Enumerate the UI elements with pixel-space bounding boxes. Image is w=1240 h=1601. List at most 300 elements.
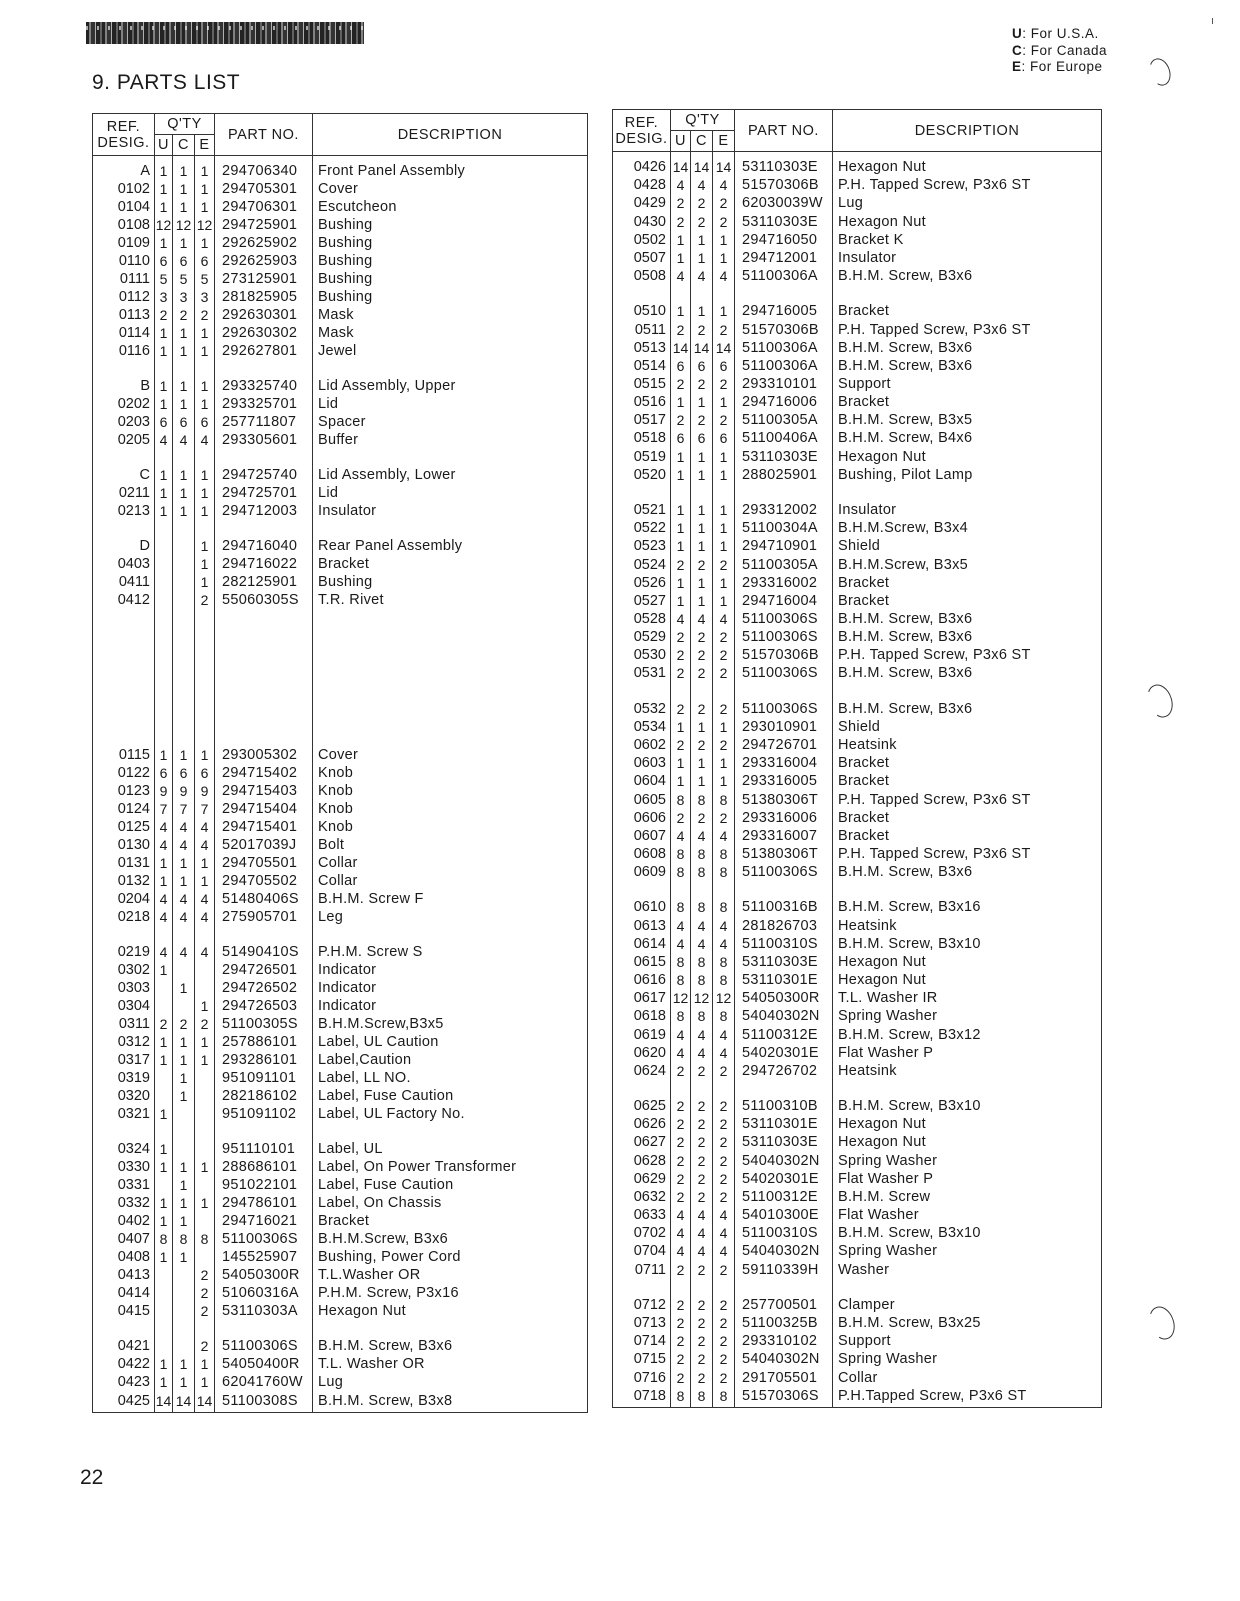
qty-u-cell [155,573,173,591]
ref-desig-cell: 0530 [613,646,671,664]
description-cell [833,484,1102,501]
qty-u-cell: 1 [671,772,691,790]
legend-item: E: For Europe [1012,59,1103,74]
description-cell: Indicator [313,979,588,997]
qty-c-cell: 1 [173,156,195,181]
qty-c-cell: 2 [691,1350,713,1368]
ref-desig-cell: 0311 [93,1015,155,1033]
part-no-cell: 54050300R [215,1266,313,1284]
part-no-cell: 51380306T [735,790,833,808]
qty-u-cell: 1 [155,746,173,764]
qty-c-cell: 12 [173,216,195,234]
table-row [613,574,1102,592]
part-no-cell: 294715401 [215,818,313,836]
table-row [93,800,588,818]
part-no-cell [215,660,313,677]
description-cell: Label, UL Caution [313,1033,588,1051]
qty-e-cell [713,683,735,700]
qty-e-cell: 1 [713,302,735,320]
part-no-cell: 273125901 [215,270,313,288]
qty-e-cell: 1 [713,772,735,790]
qty-c-cell: 4 [173,431,195,449]
qty-u-cell: 4 [155,836,173,854]
parts-table-right [612,109,1102,1408]
part-no-cell: 294716006 [735,393,833,411]
qty-c-cell [173,712,195,729]
part-no-cell: 291705501 [735,1368,833,1386]
part-no-cell: 292630301 [215,306,313,324]
part-no-cell: 294716022 [215,555,313,573]
description-cell: Heatsink [833,1062,1102,1080]
qty-u-cell: 4 [671,1224,691,1242]
qty-u-cell: 2 [671,664,691,682]
ref-desig-cell: D [93,537,155,555]
ref-desig-cell [93,1320,155,1337]
part-no-cell [735,1080,833,1097]
description-cell: Lug [313,1373,588,1391]
ref-desig-cell: 0132 [93,872,155,890]
ref-desig-cell: 0204 [93,890,155,908]
ref-desig-cell: 0320 [93,1087,155,1105]
qty-e-cell: 2 [713,628,735,646]
qty-c-cell: 4 [173,890,195,908]
qty-u-cell: 1 [671,393,691,411]
qty-u-cell: 6 [155,764,173,782]
part-no-cell [215,360,313,377]
description-cell: B.H.M. Screw [833,1188,1102,1206]
ref-desig-cell: 0718 [613,1387,671,1408]
table-row [93,270,588,288]
qty-u-cell: 2 [671,1152,691,1170]
table-spacer-row [93,1123,588,1140]
table-spacer-row [93,360,588,377]
ref-desig-cell: 0130 [93,836,155,854]
qty-e-cell [195,1320,215,1337]
ref-desig-cell: 0319 [93,1069,155,1087]
qty-u-cell: 2 [671,1296,691,1314]
qty-c-cell [173,677,195,694]
part-no-cell [215,677,313,694]
qty-e-header: E [195,135,215,156]
qty-c-cell: 2 [691,1314,713,1332]
description-cell: Front Panel Assembly [313,156,588,181]
qty-e-cell: 4 [195,431,215,449]
qty-u-cell: 4 [671,176,691,194]
qty-e-cell: 1 [195,502,215,520]
ref-desig-cell: 0219 [93,943,155,961]
part-no-cell: 294726503 [215,997,313,1015]
qty-c-cell [173,1320,195,1337]
part-no-header: PART NO. [215,114,313,156]
ref-desig-cell: 0211 [93,484,155,502]
table-row [93,342,588,360]
description-cell: Bracket [833,574,1102,592]
qty-e-cell: 2 [713,1368,735,1386]
part-no-cell [215,626,313,643]
part-no-cell: 54050400R [215,1355,313,1373]
table-spacer-row [93,643,588,660]
table-row [93,1087,588,1105]
qty-u-cell [155,1302,173,1320]
qty-u-cell: 6 [155,413,173,431]
table-row [93,1105,588,1123]
table-spacer-row [93,626,588,643]
ref-desig-cell: 0430 [613,213,671,231]
ref-desig-cell: 0526 [613,574,671,592]
description-cell: Spring Washer [833,1242,1102,1260]
description-cell: Knob [313,818,588,836]
part-no-cell [215,520,313,537]
part-no-cell: 51100406A [735,429,833,447]
ref-desig-cell: 0102 [93,180,155,198]
part-no-cell: 53110301E [735,1115,833,1133]
qty-e-cell: 2 [195,1266,215,1284]
description-cell: Bracket [833,302,1102,320]
qty-e-cell: 8 [713,790,735,808]
ref-desig-cell [613,1080,671,1097]
qty-e-cell: 4 [195,908,215,926]
part-no-cell: 292625902 [215,234,313,252]
qty-u-cell [155,1123,173,1140]
part-no-cell: 51100306S [735,700,833,718]
table-spacer-row [613,484,1102,501]
part-no-cell: 294716021 [215,1212,313,1230]
part-no-cell: 257700501 [735,1296,833,1314]
table-row [613,176,1102,194]
qty-c-cell [173,573,195,591]
description-cell: Bushing [313,573,588,591]
description-cell: B.H.M. Screw, B3x8 [313,1391,588,1412]
qty-c-cell: 1 [173,1051,195,1069]
ref-desig-cell [93,626,155,643]
qty-e-cell: 1 [195,1355,215,1373]
qty-u-cell: 8 [671,1387,691,1408]
description-cell: Label,Caution [313,1051,588,1069]
part-no-cell [735,285,833,302]
qty-c-cell: 1 [691,718,713,736]
table-row [613,375,1102,393]
qty-e-cell [195,1105,215,1123]
qty-c-cell: 8 [691,790,713,808]
part-no-cell: 51060316A [215,1284,313,1302]
description-cell: B.H.M. Screw, B3x6 [833,610,1102,628]
qty-u-cell: 4 [671,267,691,285]
qty-u-cell [155,591,173,609]
part-no-cell: 288025901 [735,466,833,484]
table-row [613,448,1102,466]
description-cell: Bushing, Pilot Lamp [833,466,1102,484]
qty-e-cell: 1 [713,537,735,555]
part-no-cell: 53110301E [735,971,833,989]
qty-c-cell: 1 [173,1194,195,1212]
qty-u-cell: 1 [155,324,173,342]
qty-c-cell [691,484,713,501]
table-row [613,772,1102,790]
qty-c-cell: 4 [691,1044,713,1062]
qty-c-cell: 6 [173,252,195,270]
description-cell: T.R. Rivet [313,591,588,609]
qty-c-cell: 2 [691,1188,713,1206]
qty-c-cell [691,1080,713,1097]
qty-e-cell: 4 [713,827,735,845]
part-no-cell [735,683,833,700]
qty-u-cell: 1 [155,377,173,395]
qty-c-cell: 4 [691,267,713,285]
ref-desig-cell: 0411 [93,573,155,591]
qty-u-cell: 1 [155,342,173,360]
qty-c-cell: 8 [691,971,713,989]
ref-desig-cell: 0507 [613,249,671,267]
ref-desig-cell: 0624 [613,1062,671,1080]
table-row [93,1069,588,1087]
ref-desig-cell [93,660,155,677]
qty-c-cell: 5 [173,270,195,288]
ref-desig-cell: 0629 [613,1170,671,1188]
table-row [613,1025,1102,1043]
qty-e-cell: 7 [195,800,215,818]
qty-e-cell [195,1069,215,1087]
description-cell [833,881,1102,898]
table-row [93,1212,588,1230]
qty-c-cell: 1 [173,979,195,997]
binder-hole-mark [1145,1303,1179,1343]
description-cell [313,729,588,746]
qty-e-cell: 8 [713,898,735,916]
part-no-cell: 292630302 [215,324,313,342]
qty-u-cell: 2 [671,555,691,573]
qty-e-cell: 2 [713,1097,735,1115]
ref-desig-cell [93,729,155,746]
description-cell: Mask [313,324,588,342]
description-cell: T.L. Washer IR [833,989,1102,1007]
ref-desig-cell: 0615 [613,953,671,971]
qty-c-cell: 2 [691,700,713,718]
description-cell: Jewel [313,342,588,360]
description-cell: Bracket [833,827,1102,845]
part-no-cell [215,643,313,660]
qty-e-cell: 4 [713,610,735,628]
qty-c-cell [173,926,195,943]
ref-desig-cell: A [93,156,155,181]
qty-e-cell: 1 [713,448,735,466]
ref-desig-cell: 0524 [613,555,671,573]
table-row [93,252,588,270]
ref-desig-cell: 0123 [93,782,155,800]
qty-u-cell: 2 [671,1188,691,1206]
table-row [613,989,1102,1007]
table-row [93,836,588,854]
qty-c-cell [173,626,195,643]
table-row [613,863,1102,881]
description-cell: Bracket [833,754,1102,772]
part-no-cell: 292627801 [215,342,313,360]
ref-desig-cell: 0513 [613,339,671,357]
qty-u-cell: 2 [155,306,173,324]
qty-e-cell: 1 [195,484,215,502]
description-cell: Leg [313,908,588,926]
description-cell [313,660,588,677]
ref-desig-cell [613,683,671,700]
description-cell: Escutcheon [313,198,588,216]
ref-desig-cell: 0603 [613,754,671,772]
part-no-cell: 51100312E [735,1188,833,1206]
qty-c-cell: 4 [691,827,713,845]
table-row [93,1033,588,1051]
part-no-cell: 294705301 [215,180,313,198]
description-cell: B.H.M. Screw, B4x6 [833,429,1102,447]
table-row [93,979,588,997]
qty-e-cell: 8 [195,1230,215,1248]
qty-e-cell: 8 [713,1387,735,1408]
part-no-cell: 51100306S [215,1230,313,1248]
binder-hole-mark [1146,55,1174,88]
table-spacer-row [613,1080,1102,1097]
qty-u-cell: 6 [671,429,691,447]
qty-c-cell: 2 [691,1332,713,1350]
part-no-cell: 294705501 [215,854,313,872]
part-no-cell: 54040302N [735,1242,833,1260]
description-cell: Flat Washer P [833,1044,1102,1062]
qty-c-cell: 6 [173,413,195,431]
description-cell: P.H. Tapped Screw, P3x6 ST [833,176,1102,194]
ref-desig-header: REF. DESIG. [613,110,671,152]
qty-u-cell: 12 [155,217,172,234]
table-row [613,555,1102,573]
qty-e-cell: 1 [713,574,735,592]
qty-c-header: C [173,135,195,156]
qty-u-cell: 1 [671,501,691,519]
qty-u-cell: 1 [155,502,173,520]
qty-e-cell: 4 [195,818,215,836]
table-row [93,180,588,198]
ref-desig-cell: 0104 [93,198,155,216]
description-cell: Buffer [313,431,588,449]
qty-u-cell: 2 [671,646,691,664]
part-no-cell: 293286101 [215,1051,313,1069]
part-no-cell [215,1123,313,1140]
qty-c-cell: 1 [691,393,713,411]
part-no-cell: 53110303E [735,213,833,231]
qty-c-cell: 8 [691,953,713,971]
qty-e-cell: 2 [713,1314,735,1332]
region-legend [1012,26,1107,76]
table-row [93,1337,588,1355]
ref-desig-cell: 0428 [613,176,671,194]
qty-u-cell: 2 [671,1062,691,1080]
qty-c-cell: 2 [691,628,713,646]
table-row [613,320,1102,338]
qty-c-cell: 8 [691,898,713,916]
qty-e-cell: 8 [713,863,735,881]
ref-desig-cell: 0202 [93,395,155,413]
qty-c-cell: 1 [173,377,195,395]
qty-u-cell: 1 [671,592,691,610]
table-row [93,1158,588,1176]
table-row [613,519,1102,537]
description-cell: Insulator [833,501,1102,519]
qty-e-cell: 12 [713,989,735,1007]
table-row [93,377,588,395]
qty-e-cell: 1 [195,746,215,764]
qty-c-cell: 2 [691,1133,713,1151]
qty-c-cell: 4 [691,1224,713,1242]
qty-e-cell: 2 [195,306,215,324]
description-cell: Bracket [313,1212,588,1230]
description-cell: T.L.Washer OR [313,1266,588,1284]
qty-u-cell: 1 [155,1212,173,1230]
qty-e-cell [713,484,735,501]
description-cell [313,712,588,729]
table-row [613,700,1102,718]
qty-c-cell: 2 [691,1115,713,1133]
description-cell: Hexagon Nut [833,213,1102,231]
description-cell [313,1320,588,1337]
qty-u-cell [671,484,691,501]
part-no-cell: 54020301E [735,1170,833,1188]
ref-desig-cell: 0608 [613,845,671,863]
ref-desig-cell: 0205 [93,431,155,449]
qty-c-cell: 1 [173,746,195,764]
description-cell: B.H.M. Screw F [313,890,588,908]
description-cell: B.H.M. Screw, B3x5 [833,411,1102,429]
qty-e-cell: 4 [713,176,735,194]
ref-desig-cell: 0534 [613,718,671,736]
qty-u-cell: 1 [155,872,173,890]
table-row [93,466,588,484]
qty-e-cell [713,881,735,898]
table-row [613,1368,1102,1386]
qty-e-cell: 2 [713,1062,735,1080]
qty-c-cell: 4 [173,818,195,836]
part-no-cell: 51100306S [735,628,833,646]
ref-desig-cell: 0511 [613,320,671,338]
ref-desig-cell: 0521 [613,501,671,519]
qty-c-cell: 1 [173,1087,195,1105]
part-no-cell: 53110303E [735,1133,833,1151]
qty-u-cell: 2 [155,1015,173,1033]
qty-c-cell: 2 [173,1015,195,1033]
qty-c-cell: 1 [691,466,713,484]
qty-e-cell: 1 [195,1051,215,1069]
qty-e-cell [195,1123,215,1140]
table-row [613,827,1102,845]
qty-c-cell [173,609,195,626]
table-spacer-row [93,609,588,626]
qty-c-cell: 8 [691,863,713,881]
table-row [613,1188,1102,1206]
qty-e-cell: 2 [713,646,735,664]
ref-desig-cell: 0625 [613,1097,671,1115]
qty-e-cell: 8 [713,953,735,971]
table-row [613,393,1102,411]
description-cell: Bracket K [833,231,1102,249]
table-row [613,1332,1102,1350]
qty-e-cell: 14 [195,1391,215,1412]
qty-c-cell [173,1302,195,1320]
part-no-cell: 53110303E [735,953,833,971]
description-cell: B.H.M. Screw, B3x6 [833,664,1102,682]
qty-u-cell: 4 [155,818,173,836]
description-cell: B.H.M.Screw, B3x5 [833,555,1102,573]
part-no-cell: 294726501 [215,961,313,979]
description-cell [313,643,588,660]
qty-e-cell: 2 [713,1188,735,1206]
description-cell [313,626,588,643]
ref-desig-cell: 0402 [93,1212,155,1230]
qty-c-cell: 8 [173,1230,195,1248]
part-no-cell: 51100306S [735,664,833,682]
qty-e-cell [195,677,215,694]
